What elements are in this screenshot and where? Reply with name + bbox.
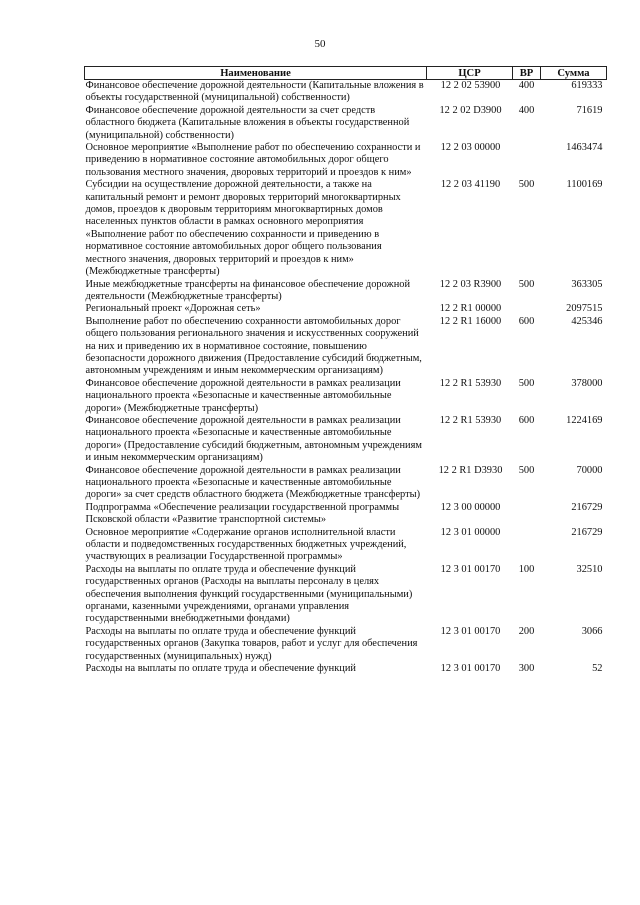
- header-name: Наименование: [85, 67, 427, 80]
- row-sum: 52: [592, 663, 603, 675]
- table-row: [85, 415, 607, 465]
- row-vr: 300: [518, 663, 535, 675]
- table-row: [85, 465, 607, 502]
- row-csr: 12 2 02 53900: [440, 80, 501, 91]
- row-sum: 378000: [571, 377, 603, 389]
- page-number: 50: [314, 38, 326, 50]
- row-csr: 12 2 02 D3900: [439, 104, 502, 116]
- row-sum: 2097515: [566, 303, 603, 315]
- row-csr: 12 2 03 00000: [440, 142, 501, 154]
- row-name: Расходы на выплаты по оплате труда и обеспечение функций государственных органов (Закупка товаров, работ и услуг для обеспечения государственных (муниципальных) нужд): [85, 625, 418, 662]
- table-body: [85, 80, 607, 676]
- row-sum: 71619: [576, 104, 603, 116]
- row-csr: 12 2 R1 53930: [439, 414, 502, 426]
- row-vr: [513, 527, 541, 564]
- row-csr: 12 3 01 00170: [440, 663, 501, 675]
- header-vr: ВР: [513, 67, 541, 80]
- row-sum: 363305: [571, 278, 603, 290]
- row-vr: 600: [518, 414, 535, 426]
- row-name: Иные межбюджетные трансферты на финансовое обеспечение дорожной деятельности (Межбюджетные трансферты): [85, 278, 411, 302]
- row-sum: 619333: [571, 80, 603, 91]
- row-sum: 70000: [576, 464, 603, 476]
- table-row: [85, 105, 607, 142]
- table-row: [85, 502, 607, 527]
- row-vr: 200: [518, 625, 535, 637]
- table-row: [85, 626, 607, 663]
- header-row: [85, 67, 607, 80]
- table-row: [85, 303, 607, 315]
- row-name: Финансовое обеспечение дорожной деятельности за счет средств областного бюджета (Капитальные вложения в объекты государственной (муниципальной) собственности): [85, 104, 410, 141]
- row-csr: 12 2 03 41190: [440, 179, 501, 191]
- row-sum: 1100169: [566, 179, 603, 191]
- row-name: Основное мероприятие «Выполнение работ по обеспечению сохранности и приведению в нормативное состояние автомобильных дорог общего пользования местного значения, дворовых территорий и проездов к ним»: [85, 142, 421, 178]
- table-row: [85, 179, 607, 278]
- row-vr: 400: [518, 104, 535, 116]
- table-row: [85, 279, 607, 304]
- table-row: [85, 527, 607, 564]
- row-name: Расходы на выплаты по оплате труда и обеспечение функций: [85, 663, 356, 675]
- row-csr: 12 2 R1 53930: [439, 377, 502, 389]
- row-csr: 12 3 01 00170: [440, 625, 501, 637]
- row-name: Финансовое обеспечение дорожной деятельности (Капитальные вложения в объекты государственной (муниципальной) собственности): [85, 80, 424, 104]
- row-vr: 500: [518, 464, 535, 476]
- header-csr: ЦСР: [427, 67, 513, 80]
- row-sum: 216729: [571, 501, 603, 513]
- row-csr: 12 3 01 00000: [440, 526, 501, 538]
- row-vr: [513, 303, 541, 315]
- row-vr: 100: [518, 563, 535, 575]
- table-row: [85, 564, 607, 626]
- row-vr: 400: [518, 80, 535, 91]
- row-csr: 12 2 03 R3900: [439, 278, 502, 290]
- row-name: Финансовое обеспечение дорожной деятельности в рамках реализации национального проекта «Безопасные и качественные автомобильные дороги» (Предоставление субсидий бюджетным, автономным учреждениям и иным некоммерческим организациям): [85, 414, 422, 464]
- row-sum: 1224169: [566, 414, 603, 426]
- row-csr: 12 2 R1 16000: [439, 315, 502, 327]
- table-row: [85, 316, 607, 378]
- row-name: Финансовое обеспечение дорожной деятельности в рамках реализации национального проекта «Безопасные и качественные автомобильные дороги» (Межбюджетные трансферты): [85, 377, 401, 414]
- table-row: [85, 142, 607, 179]
- row-csr: 12 3 01 00170: [440, 563, 501, 575]
- row-name: Субсидии на осуществление дорожной деятельности, а также на капитальный ремонт и ремонт дворовых территорий многоквартирных домов, проездов к дворовым территориям многоквартирных домов населенных пунктов области в рамках основного мероприятия «Выполнение работ по обеспечению сохранности и приведению в нормативное состояние автомобильных дорог общего пользования местного значения, дворовых территорий и проездов к ним» (Межбюджетные трансферты): [85, 179, 401, 278]
- budget-table: [84, 66, 607, 676]
- row-sum: 3066: [581, 625, 603, 637]
- row-csr: 12 3 00 00000: [440, 501, 501, 513]
- row-vr: [513, 502, 541, 527]
- table-row: [85, 663, 607, 675]
- row-sum: 32510: [576, 563, 603, 575]
- row-vr: 500: [518, 377, 535, 389]
- row-name: Выполнение работ по обеспечению сохранности автомобильных дорог общего пользования регионального значения и искусственных сооружений на них и приведению их в нормативное состояние, повышению безопасности дорожного движения (Предоставление субсидий бюджетным, автономным учреждениям и иным некоммерческим организациям): [85, 315, 422, 377]
- row-name: Подпрограмма «Обеспечение реализации государственной программы Псковской области «Развитие транспортной системы»: [85, 501, 400, 526]
- row-sum: 425346: [571, 315, 603, 327]
- table-row: [85, 378, 607, 415]
- row-vr: 500: [518, 278, 535, 290]
- row-name: Расходы на выплаты по оплате труда и обеспечение функций государственных органов (Расходы на выплаты персоналу в целях обеспечения выполнения функций государственными (муниципальными) органами, казенными учреждениями, органами управления государственными внебюджетными фондами): [85, 563, 413, 625]
- row-name: Региональный проект «Дорожная сеть»: [85, 303, 261, 315]
- table-header: [85, 67, 607, 80]
- row-vr: 600: [518, 315, 535, 327]
- row-csr: 12 2 R1 00000: [439, 303, 502, 315]
- table-row: [85, 80, 607, 105]
- row-sum: 1463474: [566, 142, 603, 154]
- row-csr: 12 2 R1 D3930: [438, 464, 503, 476]
- row-vr: [513, 142, 541, 179]
- row-name: Финансовое обеспечение дорожной деятельности в рамках реализации национального проекта «Безопасные и качественные автомобильные дороги» за счет средств областного бюджета (Межбюджетные трансферты): [85, 464, 421, 501]
- row-name: Основное мероприятие «Содержание органов исполнительной власти области и подведомственных государственных бюджетных учреждений, участвующих в реализации Государственной программы»: [85, 526, 407, 563]
- row-vr: 500: [518, 179, 535, 191]
- row-sum: 216729: [571, 526, 603, 538]
- header-sum: Сумма: [541, 67, 607, 80]
